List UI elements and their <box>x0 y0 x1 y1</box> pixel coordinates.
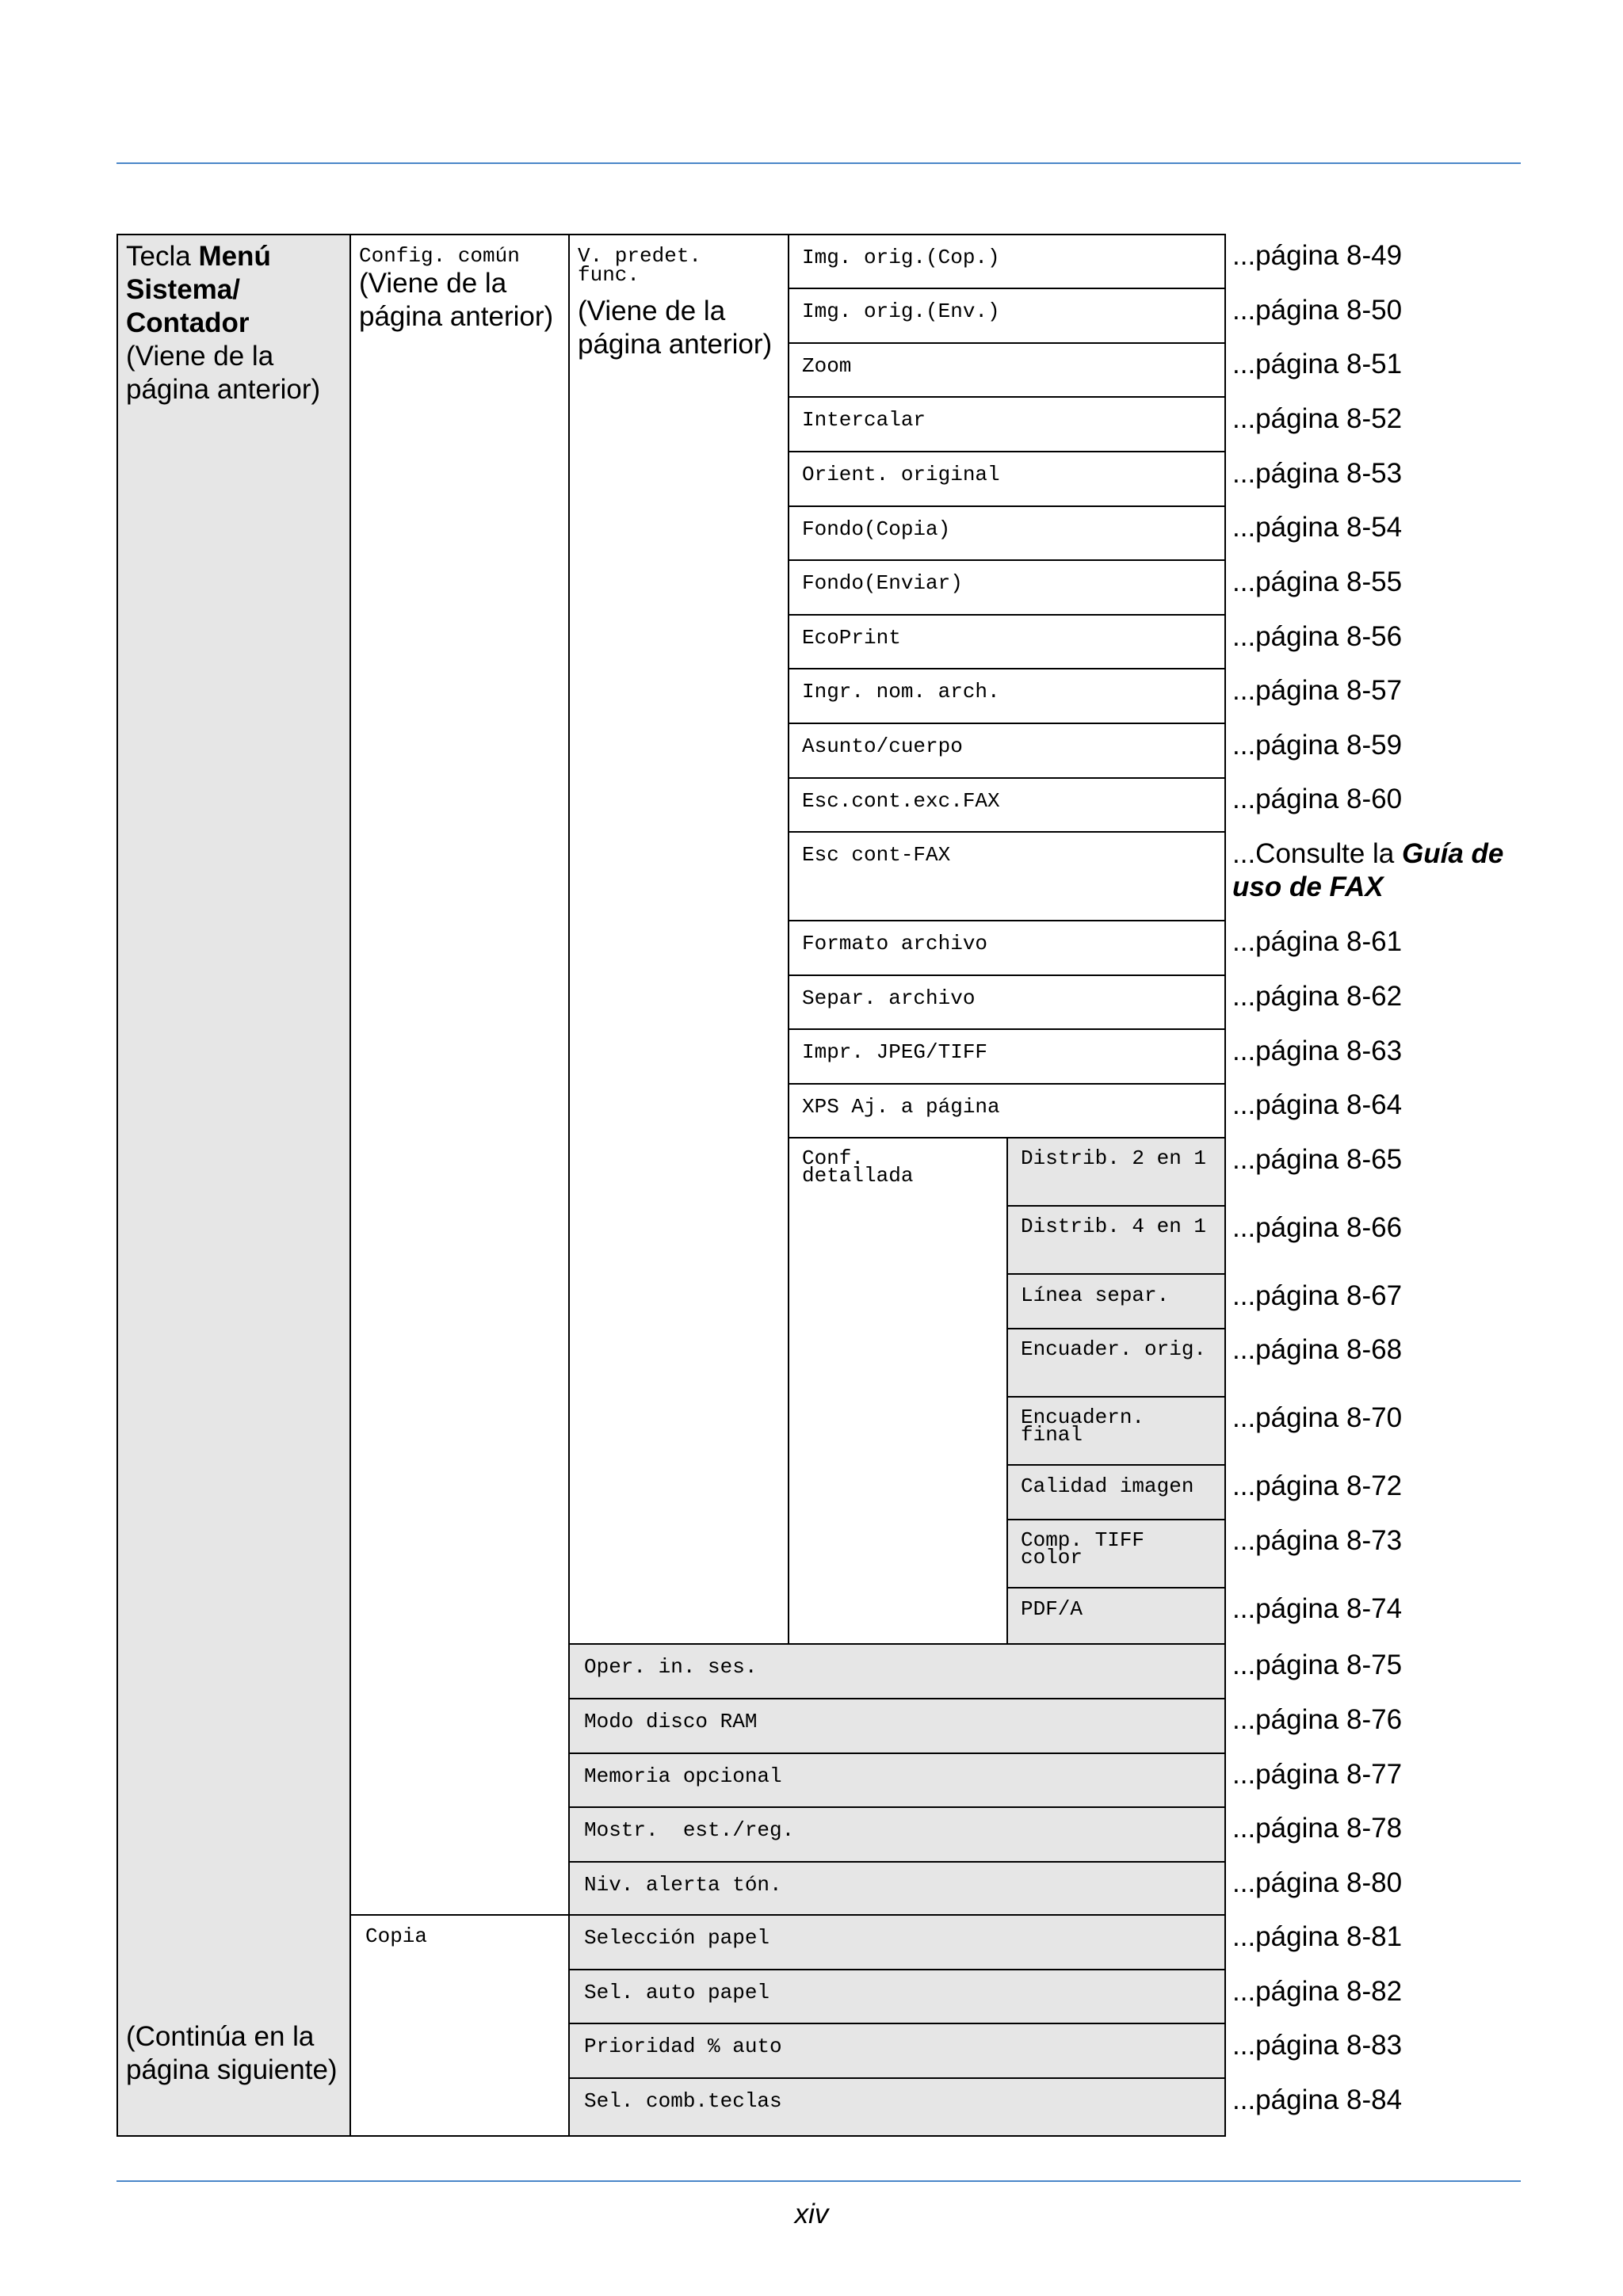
page-ref: ...página 8-50 <box>1232 295 1403 326</box>
menu-item: Asunto/cuerpo <box>788 723 1226 779</box>
page-ref: ...página 8-82 <box>1232 1976 1403 2007</box>
v-predet-func-note: (Viene de la página anterior) <box>578 296 773 360</box>
menu-item: Impr. JPEG/TIFF <box>788 1028 1226 1085</box>
menu-item: Img. orig.(Env.) <box>788 288 1226 344</box>
page-ref: ...página 8-81 <box>1232 1921 1403 1952</box>
page-ref: ...página 8-72 <box>1232 1470 1403 1501</box>
copia-item: Prioridad % auto <box>568 2023 1226 2079</box>
page-ref: ...página 8-51 <box>1232 349 1403 379</box>
page-ref: ...página 8-73 <box>1232 1525 1403 1556</box>
header-rule <box>116 162 1521 164</box>
copia-item: Selección papel <box>568 1914 1226 1970</box>
detail-item: PDF/A <box>1006 1587 1226 1645</box>
page-ref: ...página 8-62 <box>1232 981 1403 1012</box>
menu-item: Formato archivo <box>788 920 1226 976</box>
wide-item: Niv. alerta tón. <box>568 1861 1226 1916</box>
page-ref: ...página 8-61 <box>1232 926 1403 957</box>
page-ref: ...página 8-53 <box>1232 458 1403 489</box>
v-predet-func-label: V. predet. func. <box>578 244 702 287</box>
copia-cell <box>349 1914 570 2137</box>
page-ref: ...página 8-60 <box>1232 784 1403 814</box>
page-ref: ...página 8-76 <box>1232 1704 1403 1735</box>
page-ref: ...página 8-49 <box>1232 240 1403 271</box>
page-ref: ...página 8-65 <box>1232 1144 1403 1175</box>
page-ref: ...página 8-70 <box>1232 1402 1403 1433</box>
conf-detallada-cell <box>788 1137 1008 1645</box>
menu-item: Fondo(Copia) <box>788 505 1226 561</box>
page-ref: ...página 8-59 <box>1232 730 1403 761</box>
page-ref: ...página 8-67 <box>1232 1280 1403 1311</box>
wide-item: Mostr. est./reg. <box>568 1806 1226 1863</box>
menu-item: Ingr. nom. arch. <box>788 668 1226 724</box>
menu-item: Img. orig.(Cop.) <box>788 234 1226 289</box>
menu-item: Esc cont-FAX <box>788 831 1226 921</box>
page-ref: ...página 8-52 <box>1232 403 1403 434</box>
page-ref: ...página 8-83 <box>1232 2030 1403 2061</box>
root-menu-note: (Viene de la página anterior) <box>126 341 321 405</box>
conf-detallada-label: Conf. detallada <box>802 1146 914 1188</box>
page-ref: ...página 8-57 <box>1232 675 1403 706</box>
wide-item: Memoria opcional <box>568 1753 1226 1808</box>
detail-item: Calidad imagen <box>1006 1464 1226 1520</box>
page-ref: ...página 8-54 <box>1232 512 1403 543</box>
detail-item: Encuadern. final <box>1006 1396 1226 1466</box>
page-ref: ...página 8-64 <box>1232 1089 1403 1120</box>
fax-guide-ref: ...Consulte la Guía de uso de FAX <box>1232 838 1504 902</box>
page-ref: ...página 8-66 <box>1232 1212 1403 1243</box>
menu-item: Fondo(Enviar) <box>788 559 1226 616</box>
config-comun-cell <box>349 234 570 1916</box>
page-ref: ...página 8-56 <box>1232 621 1403 652</box>
menu-item: XPS Aj. a página <box>788 1083 1226 1138</box>
v-predet-func-cell <box>568 234 789 1645</box>
page-ref: ...página 8-77 <box>1232 1759 1403 1790</box>
detail-item: Comp. TIFF color <box>1006 1519 1226 1589</box>
page-ref: ...página 8-78 <box>1232 1813 1403 1844</box>
footer-rule <box>116 2180 1521 2182</box>
page-ref: ...página 8-84 <box>1232 2084 1403 2115</box>
menu-item: Intercalar <box>788 396 1226 452</box>
root-menu-cell <box>116 234 351 2137</box>
copia-item: Sel. comb.teclas <box>568 2077 1226 2137</box>
wide-item: Modo disco RAM <box>568 1698 1226 1754</box>
page-ref: ...página 8-68 <box>1232 1334 1403 1365</box>
copia-label: Copia <box>365 1924 428 1948</box>
page-ref: ...página 8-80 <box>1232 1867 1403 1898</box>
detail-item: Distrib. 2 en 1 <box>1006 1137 1226 1207</box>
page-ref: ...página 8-75 <box>1232 1650 1403 1680</box>
menu-item: Orient. original <box>788 451 1226 507</box>
detail-item: Línea separ. <box>1006 1273 1226 1329</box>
page-number: xiv <box>794 2199 829 2229</box>
config-comun-label: Config. común <box>359 244 520 268</box>
menu-item: EcoPrint <box>788 614 1226 669</box>
wide-item: Oper. in. ses. <box>568 1643 1226 1699</box>
root-menu-bold: Menú Sistema/ Contador <box>126 241 271 338</box>
detail-item: Encuader. orig. <box>1006 1328 1226 1398</box>
page-ref: ...página 8-74 <box>1232 1593 1403 1624</box>
page-ref: ...página 8-63 <box>1232 1035 1403 1066</box>
config-comun-note: (Viene de la página anterior) <box>359 268 554 332</box>
page-ref: ...página 8-55 <box>1232 566 1403 597</box>
root-menu-prefix: Tecla <box>126 241 199 272</box>
copia-item: Sel. auto papel <box>568 1969 1226 2024</box>
menu-item: Separ. archivo <box>788 974 1226 1030</box>
menu-item: Esc.cont.exc.FAX <box>788 777 1226 833</box>
continues-note: (Continúa en la página siguiente) <box>126 2021 338 2085</box>
root-menu-title <box>126 240 348 406</box>
detail-item: Distrib. 4 en 1 <box>1006 1205 1226 1275</box>
menu-item: Zoom <box>788 342 1226 398</box>
